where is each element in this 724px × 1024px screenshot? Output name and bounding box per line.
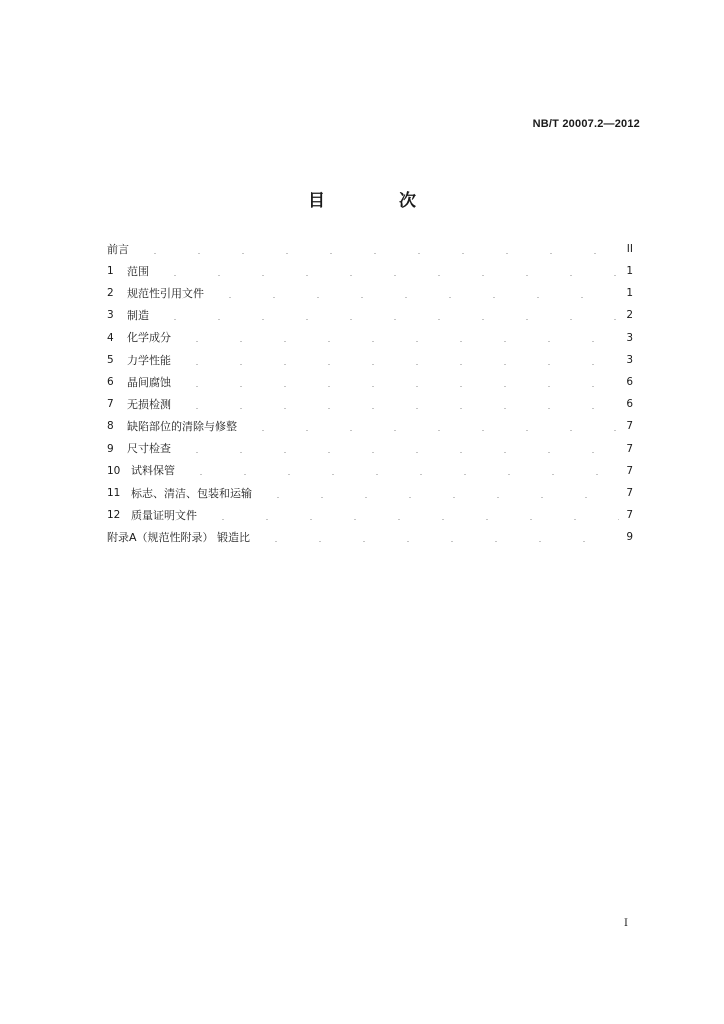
toc-entry-page: 3 (626, 331, 633, 344)
toc-entry-page: II (626, 242, 633, 255)
toc-entry-number: 11 (107, 486, 121, 499)
toc-entry-page: 7 (626, 509, 633, 522)
toc-entry-nondestructive-testing[interactable] (107, 393, 633, 415)
toc-entry-manufacturing[interactable] (107, 305, 633, 327)
toc-entry-label: 力学性能 (127, 353, 171, 367)
toc-entry-number: 6 (107, 375, 114, 388)
toc-entry-label: 试料保管 (131, 464, 175, 478)
toc-leader-dots (133, 253, 619, 254)
toc-entry-label: 规范性引用文件 (127, 286, 204, 300)
toc-entry-appendix-a[interactable] (107, 526, 633, 548)
toc-leader-dots (153, 319, 619, 320)
toc-leader-dots (175, 341, 619, 342)
toc-entry-number: 3 (107, 309, 114, 322)
toc-entry-label: 范围 (127, 264, 149, 278)
toc-entry-label: 缺陷部位的清除与修整 (127, 420, 237, 434)
toc-leader-dots (201, 519, 619, 520)
toc-entry-number: 12 (107, 509, 121, 522)
toc-entry-scope[interactable] (107, 260, 633, 282)
page-number: I (624, 918, 628, 929)
toc-entry-sample-storage[interactable] (107, 460, 633, 482)
toc-entry-dimension-inspection[interactable] (107, 438, 633, 460)
toc-entry-number: 7 (107, 398, 114, 411)
toc-entry-number: 9 (107, 442, 114, 455)
toc-entry-normative-references[interactable] (107, 282, 633, 304)
toc-leader-dots (175, 408, 619, 409)
table-of-contents (107, 238, 633, 549)
toc-entry-page: 6 (626, 398, 633, 411)
toc-leader-dots (175, 452, 619, 453)
toc-entry-preface[interactable] (107, 238, 633, 260)
toc-entry-page: 1 (626, 287, 633, 300)
toc-entry-number: 4 (107, 331, 114, 344)
toc-entry-defect-removal[interactable] (107, 416, 633, 438)
toc-entry-label: 附录A（规范性附录） 锻造比 (107, 531, 251, 545)
toc-entry-page: 2 (626, 309, 633, 322)
toc-leader-dots (175, 386, 619, 387)
toc-entry-label: 尺寸检查 (127, 442, 171, 456)
toc-entry-mechanical-properties[interactable] (107, 349, 633, 371)
toc-entry-number: 8 (107, 420, 114, 433)
toc-entry-page: 7 (626, 464, 633, 477)
toc-entry-page: 9 (626, 531, 633, 544)
toc-entry-page: 3 (626, 353, 633, 366)
document-code: NB/T 20007.2—2012 (532, 118, 640, 130)
toc-leader-dots (256, 497, 619, 498)
toc-entry-marking-packaging[interactable] (107, 482, 633, 504)
toc-leader-dots (175, 364, 619, 365)
toc-leader-dots (179, 474, 619, 475)
toc-leader-dots (254, 541, 619, 542)
toc-entry-label: 前言 (107, 242, 129, 256)
toc-entry-page: 6 (626, 375, 633, 388)
toc-entry-chemical-composition[interactable] (107, 327, 633, 349)
toc-entry-quality-certificate[interactable] (107, 504, 633, 526)
toc-leader-dots (208, 297, 619, 298)
toc-entry-number: 1 (107, 265, 114, 278)
toc-entry-label: 无损检测 (127, 397, 171, 411)
toc-entry-page: 7 (626, 442, 633, 455)
toc-entry-label: 标志、清洁、包装和运输 (131, 486, 252, 500)
toc-leader-dots (153, 275, 619, 276)
toc-entry-page: 7 (626, 486, 633, 499)
toc-entry-label: 晶间腐蚀 (127, 375, 171, 389)
page-title: 目 次 (308, 191, 450, 211)
toc-entry-label: 化学成分 (127, 331, 171, 345)
toc-entry-intergranular-corrosion[interactable] (107, 371, 633, 393)
toc-entry-page: 1 (626, 265, 633, 278)
toc-entry-number: 2 (107, 287, 114, 300)
toc-entry-number: 5 (107, 353, 114, 366)
toc-entry-label: 质量证明文件 (131, 508, 197, 522)
toc-leader-dots (241, 430, 619, 431)
toc-entry-page: 7 (626, 420, 633, 433)
toc-entry-label: 制造 (127, 309, 149, 323)
toc-entry-number: 10 (107, 464, 121, 477)
